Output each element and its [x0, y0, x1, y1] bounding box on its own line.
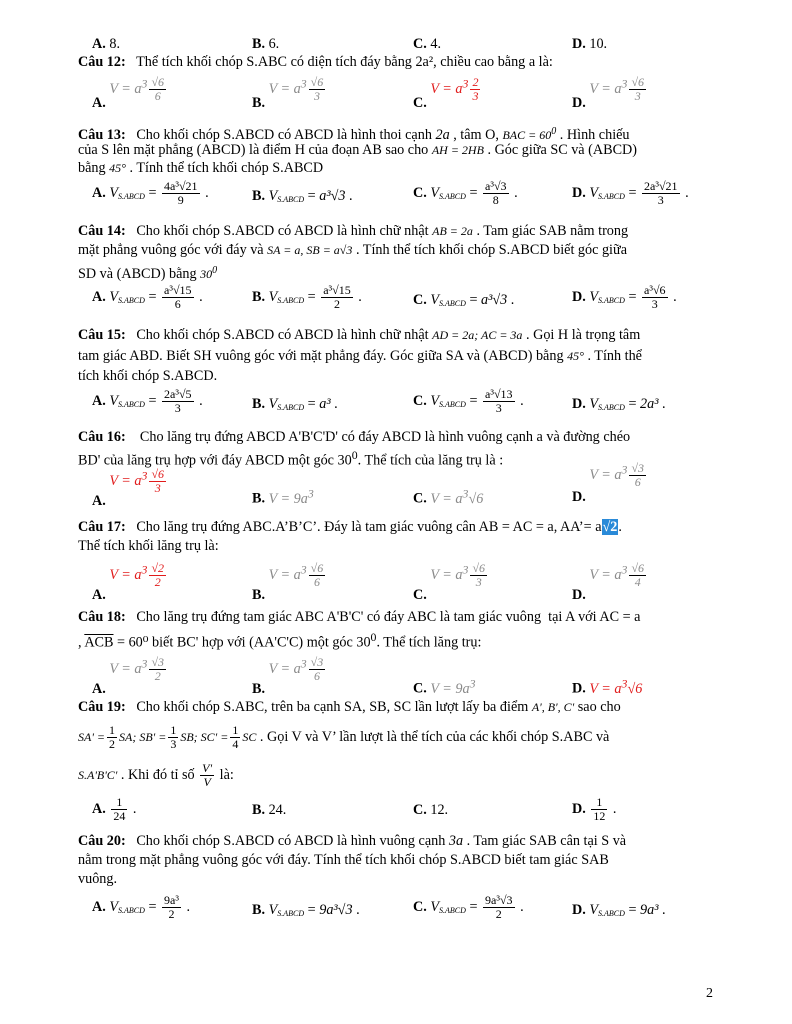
q16-option-a: A. $V = a^3$ $\frac{√6}{3}$: [92, 467, 165, 509]
q17-line1: Câu 17: Cho lăng trụ đứng ABC.A’B’C’. Đáy là tam giác vuông cân AB = AC = a, AA’= a√2.: [78, 519, 622, 535]
q13-option-d: D. $V_{S.ABCD}$ = $\frac{\text{2a³√21}}{3}$ .: [572, 179, 689, 207]
q20-line1: Câu 20: Cho khối chóp S.ABCD có ABCD là hình vuông cạnh 3a . Tam giác SAB cân tại S và: [78, 833, 627, 849]
q11-option-b: B. 6.: [252, 36, 280, 52]
q13-line2: của S lên mặt phẳng (ABCD) là điểm H của đoạn AB sao cho AH = 2HB . Góc giữa SC và (ABCD): [78, 142, 638, 158]
q17-line2: Thể tích khối lăng trụ là:: [78, 538, 219, 554]
q16-line2: BD' của lăng trụ hợp với đáy ABCD một góc $30^0$. Thể tích của lăng trụ là :: [78, 448, 504, 469]
q19-option-c: C. 12.: [413, 802, 449, 818]
q13-option-b: B. $V_{S.ABCD} = a^3√3$ .: [252, 188, 353, 204]
q16-line1: Câu 16: Cho lăng trụ đứng ABCD A'B'C'D' có đáy ABCD là hình vuông cạnh a và đường chéo: [78, 429, 631, 445]
q11-option-d: D. 10.: [572, 36, 608, 52]
q20-option-d: D. $V_{S.ABCD} = 9a^3$ .: [572, 902, 666, 918]
q14-line2: mặt phẳng vuông góc với đáy và SA = a, SB = a√3 . Tính thể tích khối chóp S.ABCD biết góc giữa: [78, 242, 627, 258]
q19-option-d: D. $\frac{1}{12}$ .: [572, 795, 617, 823]
q20-option-b: B. $V_{S.ABCD} = 9a^3√3$ .: [252, 902, 360, 918]
q15-line3: tích khối chóp S.ABCD.: [78, 368, 218, 384]
q17-option-d: D. $V = a^3$ $\frac{√6}{4}$: [572, 561, 645, 603]
q14-option-c: C. $V_{S.ABCD} = a^3√3$ .: [413, 292, 515, 308]
q20-option-c: C. $V_{S.ABCD}$ = $\frac{\text{9a³√3}}{2}$ .: [413, 893, 524, 921]
q15-option-a: A. $V_{S.ABCD}$ = $\frac{\text{2a³√5}}{3}$ .: [92, 387, 203, 415]
q16-option-c: C. $V = a^3√6$: [413, 486, 484, 507]
q14-line3: SD và (ABCD) bằng $30^0$: [78, 265, 218, 282]
q18-option-c: C. $V = 9a^3$: [413, 676, 476, 697]
q18-option-a: A. $V = a^3$ $\frac{√3}{2}$: [92, 655, 165, 697]
q12-option-d: D. $V = a^3$ $\frac{√6}{3}$: [572, 75, 645, 111]
q14-line1: Câu 14: Cho khối chóp S.ABCD có ABCD là hình chữ nhật AB = 2a . Tam giác SAB nằm trong: [78, 223, 629, 239]
q20-line3: vuông.: [78, 871, 118, 887]
q17-option-b: B. $V = a^3$ $\frac{√6}{6}$: [252, 561, 324, 603]
q20-option-a: A. $V_{S.ABCD}$ = $\frac{\text{9a³}}{2}$ .: [92, 893, 191, 921]
q11-option-a: A. 8.: [92, 36, 120, 52]
q13-line1: Câu 13: Cho khối chóp S.ABCD có ABCD là hình thoi cạnh 2a , tâm O, BAC = $60^0$ . Hình chiếu: [78, 126, 630, 143]
q18-option-b: B. $V = a^3$ $\frac{√3}{6}$: [252, 655, 324, 697]
q15-option-c: C. $V_{S.ABCD}$ = $\frac{\text{a³√13}}{3}$ .: [413, 387, 524, 415]
q18-line1: Câu 18: Cho lăng trụ đứng tam giác ABC A'B'C' có đáy ABC là tam giác vuông tại A với AC = a: [78, 609, 641, 625]
q19-option-b: B. 24.: [252, 802, 287, 818]
q19-line3: S.A'B'C' . Khi đó tỉ số $\frac{V'}{V}$ là:: [78, 761, 234, 789]
page-number: 2: [706, 986, 713, 1001]
q17-option-a: A. $V = a^3$ $\frac{√2}{2}$: [92, 561, 165, 603]
q13-option-a: A. $V_{S.ABCD}$ = $\frac{\text{4a³√21}}{9}$ .: [92, 179, 209, 207]
q14-option-a: A. $V_{S.ABCD}$ = $\frac{\text{a³√15}}{6}$ .: [92, 283, 203, 311]
q15-line2: tam giác ABD. Biết SH vuông góc với mặt phẳng đáy. Góc giữa SA và (ABCD) bằng 45° . Tính thể: [78, 348, 642, 364]
q19-line2: SA' = $\frac{1}{2}$ SA; SB' = $\frac{1}{3}$ SB; SC' = $\frac{1}{4}$ SC . Gọi V và V’ lần lượt là thể tích của các khối chóp S.ABC và: [78, 723, 610, 751]
q11-option-c: C. 4.: [413, 36, 441, 52]
q13-option-c: C. $V_{S.ABCD}$ = $\frac{\text{a³√3}}{8}$ .: [413, 179, 518, 207]
q16-option-b: B. $V = 9a^3$: [252, 486, 314, 507]
q17-option-c: C. $V = a^3$ $\frac{√6}{3}$: [413, 561, 486, 603]
q14-option-d: D. $V_{S.ABCD}$ = $\frac{\text{a³√6}}{3}$ .: [572, 283, 677, 311]
q13-line3: bằng 45° . Tính thể tích khối chóp S.ABCD: [78, 160, 324, 176]
q19-option-a: A. $\frac{1}{24}$ .: [92, 795, 137, 823]
q16-option-d: D. $V = a^3$ $\frac{√3}{6}$: [572, 461, 645, 505]
q18-option-d: D. $V = a^3√6$: [572, 676, 643, 697]
q19-line1: Câu 19: Cho khối chóp S.ABC, trên ba cạnh SA, SB, SC lần lượt lấy ba điểm A', B', C' sao cho: [78, 699, 621, 715]
q12-text: Câu 12: Thể tích khối chóp S.ABC có diện tích đáy bằng 2a², chiều cao bằng a là:: [78, 54, 553, 70]
q14-option-b: B. $V_{S.ABCD}$ = $\frac{\text{a³√15}}{2}$ .: [252, 283, 362, 311]
q12-option-a: A. $V = a^3$ $\frac{√6}{6}$: [92, 75, 165, 111]
q15-option-b: B. $V_{S.ABCD} = a^3$ .: [252, 396, 338, 412]
q15-line1: Câu 15: Cho khối chóp S.ABCD có ABCD là hình chữ nhật AD = 2a; AC = 3a . Gọi H là trọng tâm: [78, 327, 641, 343]
q12-option-c: C. $V = a^3$ $\frac{2}{3}$: [413, 75, 479, 111]
q18-line2: , $\overline{ACB} = 60^0$ biết BC' hợp với (AA'C'C) một góc $30^0$. Thể tích lăng trụ:: [78, 630, 482, 651]
q20-line2: nằm trong mặt phẳng vuông góc với đáy. Tính thể tích khối chóp S.ABCD biết tam giác SAB: [78, 852, 609, 868]
q15-option-d: D. $V_{S.ABCD} = 2a^3$ .: [572, 396, 666, 412]
q12-option-b: B. $V = a^3$ $\frac{√6}{3}$: [252, 75, 324, 111]
